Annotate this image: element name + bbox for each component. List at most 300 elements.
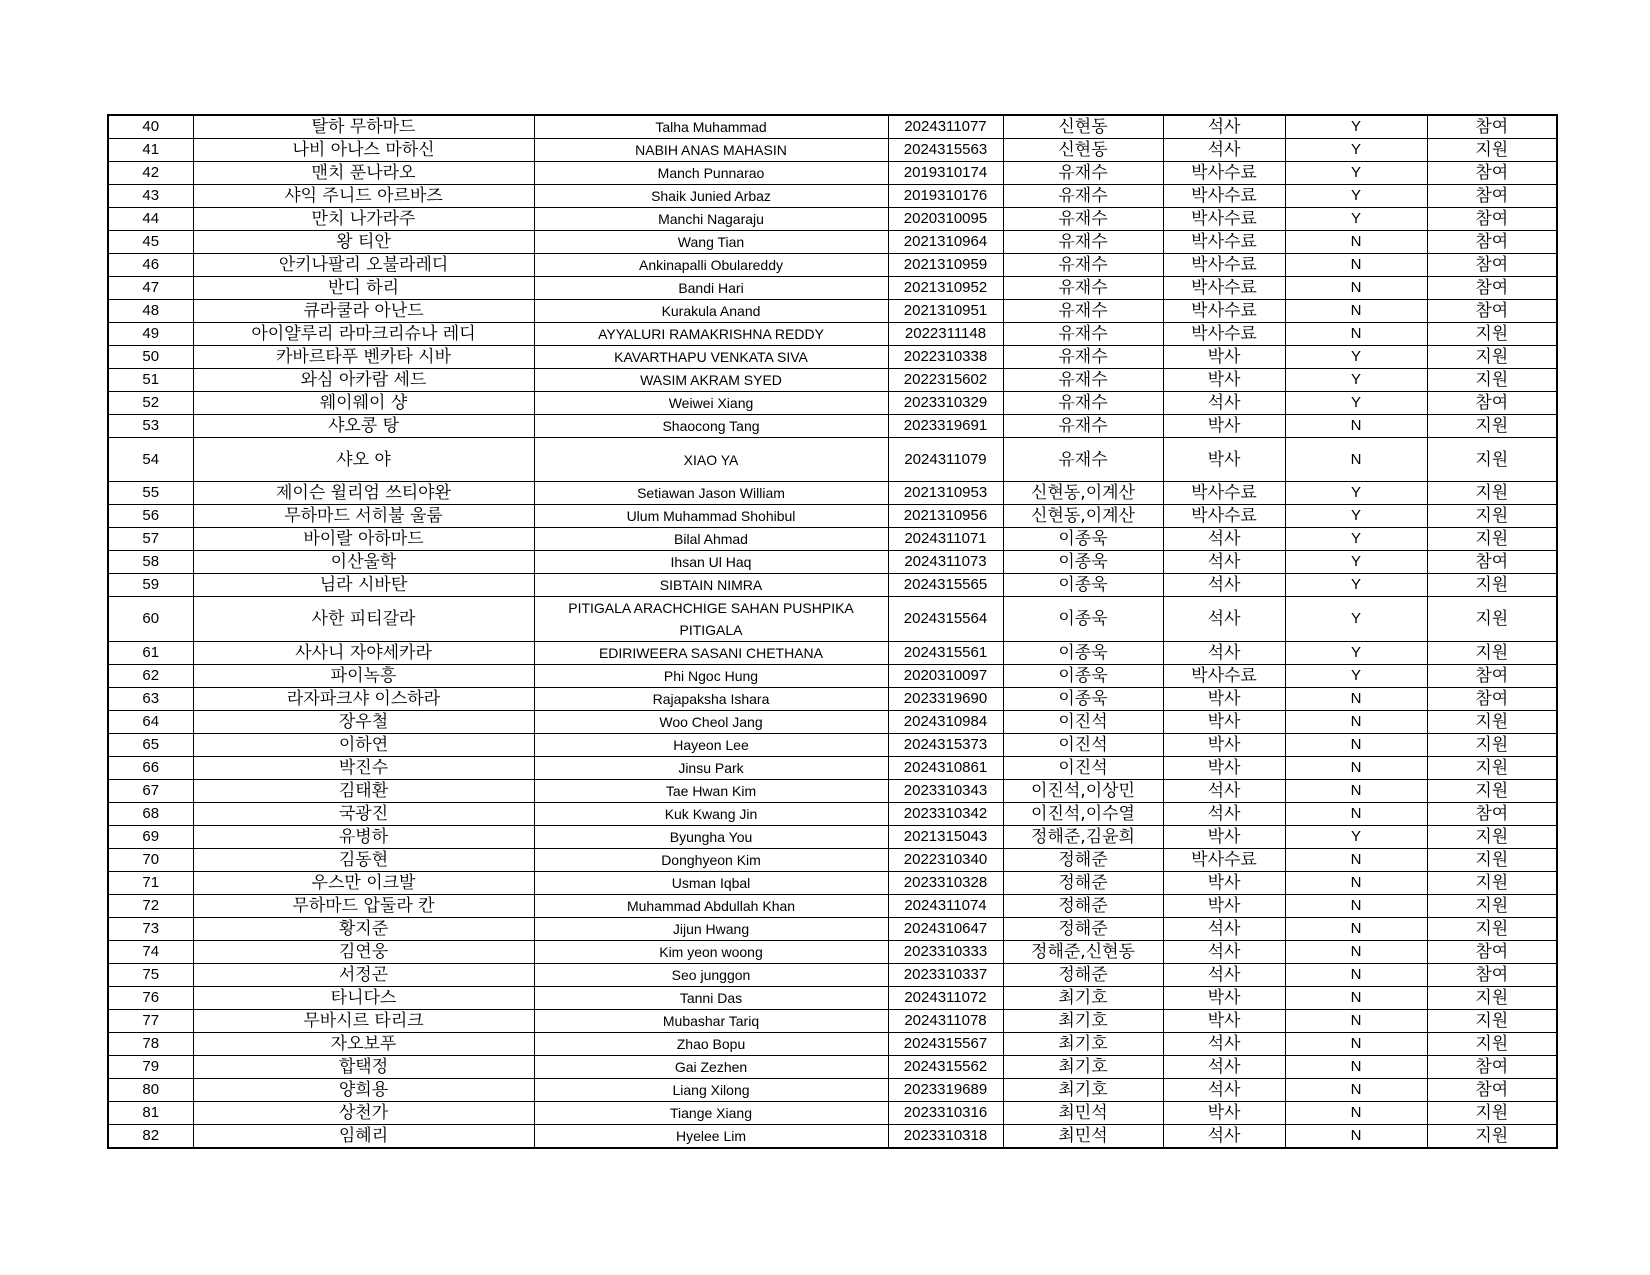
- student-id: 2024311072: [888, 987, 1003, 1010]
- advisor: 유재수: [1003, 415, 1163, 438]
- advisor: 유재수: [1003, 162, 1163, 185]
- degree: 박사: [1163, 1010, 1285, 1033]
- advisor: 정해준: [1003, 872, 1163, 895]
- yn-flag: Y: [1285, 369, 1427, 392]
- status: 참여: [1427, 277, 1557, 300]
- yn-flag: N: [1285, 688, 1427, 711]
- korean-name: 국광진: [193, 803, 534, 826]
- english-name: Woo Cheol Jang: [534, 711, 888, 734]
- status: 지원: [1427, 826, 1557, 849]
- row-number: 48: [108, 300, 193, 323]
- student-id: 2023310318: [888, 1125, 1003, 1149]
- table-row: [108, 346, 1557, 369]
- korean-name: 서정곤: [193, 964, 534, 987]
- yn-flag: Y: [1285, 551, 1427, 574]
- status: 지원: [1427, 1102, 1557, 1125]
- row-number: 56: [108, 505, 193, 528]
- status: 지원: [1427, 987, 1557, 1010]
- advisor: 최기호: [1003, 1079, 1163, 1102]
- status: 참여: [1427, 688, 1557, 711]
- advisor: 유재수: [1003, 300, 1163, 323]
- yn-flag: Y: [1285, 826, 1427, 849]
- row-number: 76: [108, 987, 193, 1010]
- advisor: 정해준,신현동: [1003, 941, 1163, 964]
- english-name: EDIRIWEERA SASANI CHETHANA: [534, 642, 888, 665]
- table-row: [108, 482, 1557, 505]
- table-row: [108, 1056, 1557, 1079]
- row-number: 42: [108, 162, 193, 185]
- degree: 석사: [1163, 551, 1285, 574]
- table-row: [108, 551, 1557, 574]
- student-id: 2022315602: [888, 369, 1003, 392]
- table-row: [108, 688, 1557, 711]
- table-row: [108, 734, 1557, 757]
- english-name: Bilal Ahmad: [534, 528, 888, 551]
- degree: 박사: [1163, 895, 1285, 918]
- advisor: 정해준,김윤희: [1003, 826, 1163, 849]
- advisor: 이진석: [1003, 711, 1163, 734]
- degree: 박사수료: [1163, 323, 1285, 346]
- yn-flag: N: [1285, 895, 1427, 918]
- table-row: [108, 323, 1557, 346]
- row-number: 69: [108, 826, 193, 849]
- status: 참여: [1427, 115, 1557, 139]
- status: 지원: [1427, 918, 1557, 941]
- table-row: [108, 369, 1557, 392]
- degree: 박사: [1163, 734, 1285, 757]
- korean-name: 탈하 무하마드: [193, 115, 534, 139]
- table-row: [108, 872, 1557, 895]
- status: 지원: [1427, 872, 1557, 895]
- english-name: Usman Iqbal: [534, 872, 888, 895]
- table-row: [108, 505, 1557, 528]
- row-number: 77: [108, 1010, 193, 1033]
- english-name: Manch Punnarao: [534, 162, 888, 185]
- row-number: 52: [108, 392, 193, 415]
- yn-flag: N: [1285, 780, 1427, 803]
- table-body: [108, 115, 1557, 1148]
- degree: 박사: [1163, 757, 1285, 780]
- row-number: 54: [108, 438, 193, 482]
- student-id: 2023319689: [888, 1079, 1003, 1102]
- status: 지원: [1427, 895, 1557, 918]
- table-row: [108, 231, 1557, 254]
- row-number: 46: [108, 254, 193, 277]
- student-id: 2024315567: [888, 1033, 1003, 1056]
- status: 참여: [1427, 1056, 1557, 1079]
- korean-name: 무하마드 압둘라 칸: [193, 895, 534, 918]
- advisor: 최기호: [1003, 1033, 1163, 1056]
- status: 참여: [1427, 254, 1557, 277]
- table-row: [108, 642, 1557, 665]
- korean-name: 타니다스: [193, 987, 534, 1010]
- student-table: [107, 114, 1558, 1149]
- student-id: 2024310647: [888, 918, 1003, 941]
- student-id: 2020310095: [888, 208, 1003, 231]
- yn-flag: Y: [1285, 574, 1427, 597]
- student-id: 2022311148: [888, 323, 1003, 346]
- advisor: 이진석,이수열: [1003, 803, 1163, 826]
- yn-flag: N: [1285, 734, 1427, 757]
- row-number: 43: [108, 185, 193, 208]
- english-name: Weiwei Xiang: [534, 392, 888, 415]
- korean-name: 황지준: [193, 918, 534, 941]
- table-row: [108, 208, 1557, 231]
- row-number: 65: [108, 734, 193, 757]
- english-name: Talha Muhammad: [534, 115, 888, 139]
- advisor: 최기호: [1003, 1010, 1163, 1033]
- yn-flag: Y: [1285, 346, 1427, 369]
- korean-name: 반디 하리: [193, 277, 534, 300]
- row-number: 72: [108, 895, 193, 918]
- table-row: [108, 918, 1557, 941]
- degree: 박사수료: [1163, 254, 1285, 277]
- english-name: Hyelee Lim: [534, 1125, 888, 1149]
- advisor: 이종욱: [1003, 551, 1163, 574]
- student-id: 2021310959: [888, 254, 1003, 277]
- table-row: [108, 849, 1557, 872]
- english-name: Bandi Hari: [534, 277, 888, 300]
- table-row: [108, 415, 1557, 438]
- degree: 박사: [1163, 1102, 1285, 1125]
- english-name: Jijun Hwang: [534, 918, 888, 941]
- student-id: 2019310174: [888, 162, 1003, 185]
- advisor: 유재수: [1003, 208, 1163, 231]
- degree: 박사: [1163, 711, 1285, 734]
- advisor: 이종욱: [1003, 688, 1163, 711]
- degree: 석사: [1163, 918, 1285, 941]
- degree: 박사: [1163, 872, 1285, 895]
- row-number: 70: [108, 849, 193, 872]
- degree: 석사: [1163, 1125, 1285, 1149]
- table-row: [108, 895, 1557, 918]
- korean-name: 무바시르 타리크: [193, 1010, 534, 1033]
- korean-name: 큐라쿨라 아난드: [193, 300, 534, 323]
- english-name: Tiange Xiang: [534, 1102, 888, 1125]
- english-name: AYYALURI RAMAKRISHNA REDDY: [534, 323, 888, 346]
- yn-flag: Y: [1285, 642, 1427, 665]
- table-row: [108, 185, 1557, 208]
- status: 참여: [1427, 1079, 1557, 1102]
- korean-name: 라자파크샤 이스하라: [193, 688, 534, 711]
- korean-name: 무하마드 서히불 울룸: [193, 505, 534, 528]
- korean-name: 카바르타푸 벤카타 시바: [193, 346, 534, 369]
- english-name: KAVARTHAPU VENKATA SIVA: [534, 346, 888, 369]
- row-number: 61: [108, 642, 193, 665]
- yn-flag: N: [1285, 964, 1427, 987]
- advisor: 이종욱: [1003, 574, 1163, 597]
- student-id: 2019310176: [888, 185, 1003, 208]
- table-row: [108, 1102, 1557, 1125]
- korean-name: 만치 나가라주: [193, 208, 534, 231]
- yn-flag: Y: [1285, 528, 1427, 551]
- degree: 석사: [1163, 964, 1285, 987]
- korean-name: 자오보푸: [193, 1033, 534, 1056]
- english-name: Tae Hwan Kim: [534, 780, 888, 803]
- table-row: [108, 987, 1557, 1010]
- degree: 석사: [1163, 780, 1285, 803]
- student-id: 2023310343: [888, 780, 1003, 803]
- advisor: 이종욱: [1003, 665, 1163, 688]
- advisor: 이진석: [1003, 734, 1163, 757]
- status: 지원: [1427, 528, 1557, 551]
- korean-name: 안키나팔리 오불라레디: [193, 254, 534, 277]
- yn-flag: N: [1285, 872, 1427, 895]
- student-id: 2021310953: [888, 482, 1003, 505]
- degree: 박사수료: [1163, 505, 1285, 528]
- yn-flag: N: [1285, 1102, 1427, 1125]
- yn-flag: N: [1285, 277, 1427, 300]
- yn-flag: Y: [1285, 162, 1427, 185]
- advisor: 이종욱: [1003, 528, 1163, 551]
- advisor: 유재수: [1003, 231, 1163, 254]
- yn-flag: Y: [1285, 665, 1427, 688]
- advisor: 신현동,이계산: [1003, 505, 1163, 528]
- yn-flag: N: [1285, 803, 1427, 826]
- table-row: [108, 528, 1557, 551]
- student-id: 2024315565: [888, 574, 1003, 597]
- korean-name: 김태환: [193, 780, 534, 803]
- korean-name: 유병하: [193, 826, 534, 849]
- status: 참여: [1427, 803, 1557, 826]
- advisor: 최기호: [1003, 1056, 1163, 1079]
- degree: 석사: [1163, 597, 1285, 642]
- advisor: 정해준: [1003, 918, 1163, 941]
- student-id: 2023310329: [888, 392, 1003, 415]
- row-number: 45: [108, 231, 193, 254]
- status: 참여: [1427, 941, 1557, 964]
- table-row: [108, 1033, 1557, 1056]
- degree: 박사수료: [1163, 277, 1285, 300]
- yn-flag: Y: [1285, 482, 1427, 505]
- advisor: 신현동: [1003, 139, 1163, 162]
- korean-name: 와심 아카람 세드: [193, 369, 534, 392]
- korean-name: 임혜리: [193, 1125, 534, 1149]
- english-name: Ulum Muhammad Shohibul: [534, 505, 888, 528]
- degree: 박사: [1163, 826, 1285, 849]
- student-id: 2024315563: [888, 139, 1003, 162]
- status: 지원: [1427, 849, 1557, 872]
- english-name: Phi Ngoc Hung: [534, 665, 888, 688]
- row-number: 79: [108, 1056, 193, 1079]
- english-name: Shaik Junied Arbaz: [534, 185, 888, 208]
- advisor: 이진석: [1003, 757, 1163, 780]
- status: 참여: [1427, 551, 1557, 574]
- yn-flag: Y: [1285, 208, 1427, 231]
- korean-name: 샤오콩 탕: [193, 415, 534, 438]
- status: 지원: [1427, 505, 1557, 528]
- table-row: [108, 277, 1557, 300]
- korean-name: 양희용: [193, 1079, 534, 1102]
- row-number: 81: [108, 1102, 193, 1125]
- degree: 박사수료: [1163, 185, 1285, 208]
- row-number: 71: [108, 872, 193, 895]
- table-row: [108, 139, 1557, 162]
- status: 지원: [1427, 1010, 1557, 1033]
- english-name: NABIH ANAS MAHASIN: [534, 139, 888, 162]
- yn-flag: N: [1285, 987, 1427, 1010]
- advisor: 유재수: [1003, 254, 1163, 277]
- advisor: 유재수: [1003, 323, 1163, 346]
- english-name: Rajapaksha Ishara: [534, 688, 888, 711]
- english-name: Ihsan Ul Haq: [534, 551, 888, 574]
- table-row: [108, 665, 1557, 688]
- status: 지원: [1427, 734, 1557, 757]
- english-name: Hayeon Lee: [534, 734, 888, 757]
- status: 지원: [1427, 574, 1557, 597]
- status: 지원: [1427, 711, 1557, 734]
- yn-flag: Y: [1285, 392, 1427, 415]
- korean-name: 김동현: [193, 849, 534, 872]
- student-id: 2024315562: [888, 1056, 1003, 1079]
- degree: 박사수료: [1163, 231, 1285, 254]
- english-name: Manchi Nagaraju: [534, 208, 888, 231]
- student-id: 2022310340: [888, 849, 1003, 872]
- english-name: Liang Xilong: [534, 1079, 888, 1102]
- degree: 박사: [1163, 346, 1285, 369]
- degree: 박사수료: [1163, 665, 1285, 688]
- advisor: 이종욱: [1003, 642, 1163, 665]
- advisor: 유재수: [1003, 369, 1163, 392]
- row-number: 78: [108, 1033, 193, 1056]
- row-number: 82: [108, 1125, 193, 1149]
- korean-name: 사사니 자야세카라: [193, 642, 534, 665]
- status: 참여: [1427, 231, 1557, 254]
- table-row: [108, 711, 1557, 734]
- table-row: [108, 392, 1557, 415]
- status: 참여: [1427, 665, 1557, 688]
- status: 참여: [1427, 392, 1557, 415]
- english-name: Byungha You: [534, 826, 888, 849]
- english-name: Tanni Das: [534, 987, 888, 1010]
- status: 지원: [1427, 369, 1557, 392]
- korean-name: 샤오 야: [193, 438, 534, 482]
- english-name: Jinsu Park: [534, 757, 888, 780]
- student-id: 2021310952: [888, 277, 1003, 300]
- advisor: 정해준: [1003, 964, 1163, 987]
- english-name: Setiawan Jason William: [534, 482, 888, 505]
- english-name: Mubashar Tariq: [534, 1010, 888, 1033]
- status: 지원: [1427, 780, 1557, 803]
- yn-flag: N: [1285, 415, 1427, 438]
- yn-flag: N: [1285, 1033, 1427, 1056]
- advisor: 유재수: [1003, 346, 1163, 369]
- yn-flag: N: [1285, 1125, 1427, 1149]
- row-number: 50: [108, 346, 193, 369]
- row-number: 80: [108, 1079, 193, 1102]
- status: 지원: [1427, 415, 1557, 438]
- status: 참여: [1427, 162, 1557, 185]
- student-id: 2024311078: [888, 1010, 1003, 1033]
- degree: 석사: [1163, 528, 1285, 551]
- korean-name: 님라 시바탄: [193, 574, 534, 597]
- degree: 석사: [1163, 642, 1285, 665]
- degree: 박사수료: [1163, 162, 1285, 185]
- korean-name: 상천가: [193, 1102, 534, 1125]
- status: 지원: [1427, 438, 1557, 482]
- student-id: 2024315564: [888, 597, 1003, 642]
- degree: 석사: [1163, 1079, 1285, 1102]
- row-number: 55: [108, 482, 193, 505]
- student-id: 2023310333: [888, 941, 1003, 964]
- student-id: 2024311074: [888, 895, 1003, 918]
- yn-flag: N: [1285, 849, 1427, 872]
- row-number: 57: [108, 528, 193, 551]
- student-id: 2024310861: [888, 757, 1003, 780]
- yn-flag: N: [1285, 1010, 1427, 1033]
- english-name: SIBTAIN NIMRA: [534, 574, 888, 597]
- advisor: 유재수: [1003, 392, 1163, 415]
- yn-flag: N: [1285, 1079, 1427, 1102]
- row-number: 40: [108, 115, 193, 139]
- degree: 석사: [1163, 1056, 1285, 1079]
- status: 지원: [1427, 482, 1557, 505]
- row-number: 51: [108, 369, 193, 392]
- advisor: 이진석,이상민: [1003, 780, 1163, 803]
- korean-name: 이산울학: [193, 551, 534, 574]
- table-row: [108, 162, 1557, 185]
- advisor: 정해준: [1003, 895, 1163, 918]
- english-name: Muhammad Abdullah Khan: [534, 895, 888, 918]
- table-row: [108, 941, 1557, 964]
- table-row: [108, 757, 1557, 780]
- row-number: 62: [108, 665, 193, 688]
- english-name: Donghyeon Kim: [534, 849, 888, 872]
- english-name: Zhao Bopu: [534, 1033, 888, 1056]
- table-row: [108, 1125, 1557, 1149]
- table-row: [108, 1079, 1557, 1102]
- english-name: Kuk Kwang Jin: [534, 803, 888, 826]
- degree: 석사: [1163, 941, 1285, 964]
- yn-flag: Y: [1285, 597, 1427, 642]
- english-name: WASIM AKRAM SYED: [534, 369, 888, 392]
- table-row: [108, 803, 1557, 826]
- advisor: 최민석: [1003, 1102, 1163, 1125]
- student-id: 2023310337: [888, 964, 1003, 987]
- row-number: 44: [108, 208, 193, 231]
- degree: 박사수료: [1163, 849, 1285, 872]
- student-id: 2023310328: [888, 872, 1003, 895]
- english-name: Seo junggon: [534, 964, 888, 987]
- row-number: 67: [108, 780, 193, 803]
- korean-name: 우스만 이크발: [193, 872, 534, 895]
- student-id: 2021310951: [888, 300, 1003, 323]
- table-row: [108, 115, 1557, 139]
- korean-name: 웨이웨이 샹: [193, 392, 534, 415]
- row-number: 63: [108, 688, 193, 711]
- yn-flag: N: [1285, 254, 1427, 277]
- student-id: 2024311079: [888, 438, 1003, 482]
- status: 참여: [1427, 185, 1557, 208]
- korean-name: 아이얄루리 라마크리슈나 레디: [193, 323, 534, 346]
- row-number: 53: [108, 415, 193, 438]
- yn-flag: N: [1285, 941, 1427, 964]
- yn-flag: N: [1285, 300, 1427, 323]
- table-row: [108, 300, 1557, 323]
- row-number: 75: [108, 964, 193, 987]
- korean-name: 샤익 주니드 아르바즈: [193, 185, 534, 208]
- student-id: 2021315043: [888, 826, 1003, 849]
- status: 지원: [1427, 323, 1557, 346]
- table-row: [108, 964, 1557, 987]
- student-id: 2023310316: [888, 1102, 1003, 1125]
- korean-name: 사한 피티갈라: [193, 597, 534, 642]
- english-name: XIAO YA: [534, 438, 888, 482]
- korean-name: 김연웅: [193, 941, 534, 964]
- yn-flag: N: [1285, 438, 1427, 482]
- row-number: 59: [108, 574, 193, 597]
- yn-flag: Y: [1285, 185, 1427, 208]
